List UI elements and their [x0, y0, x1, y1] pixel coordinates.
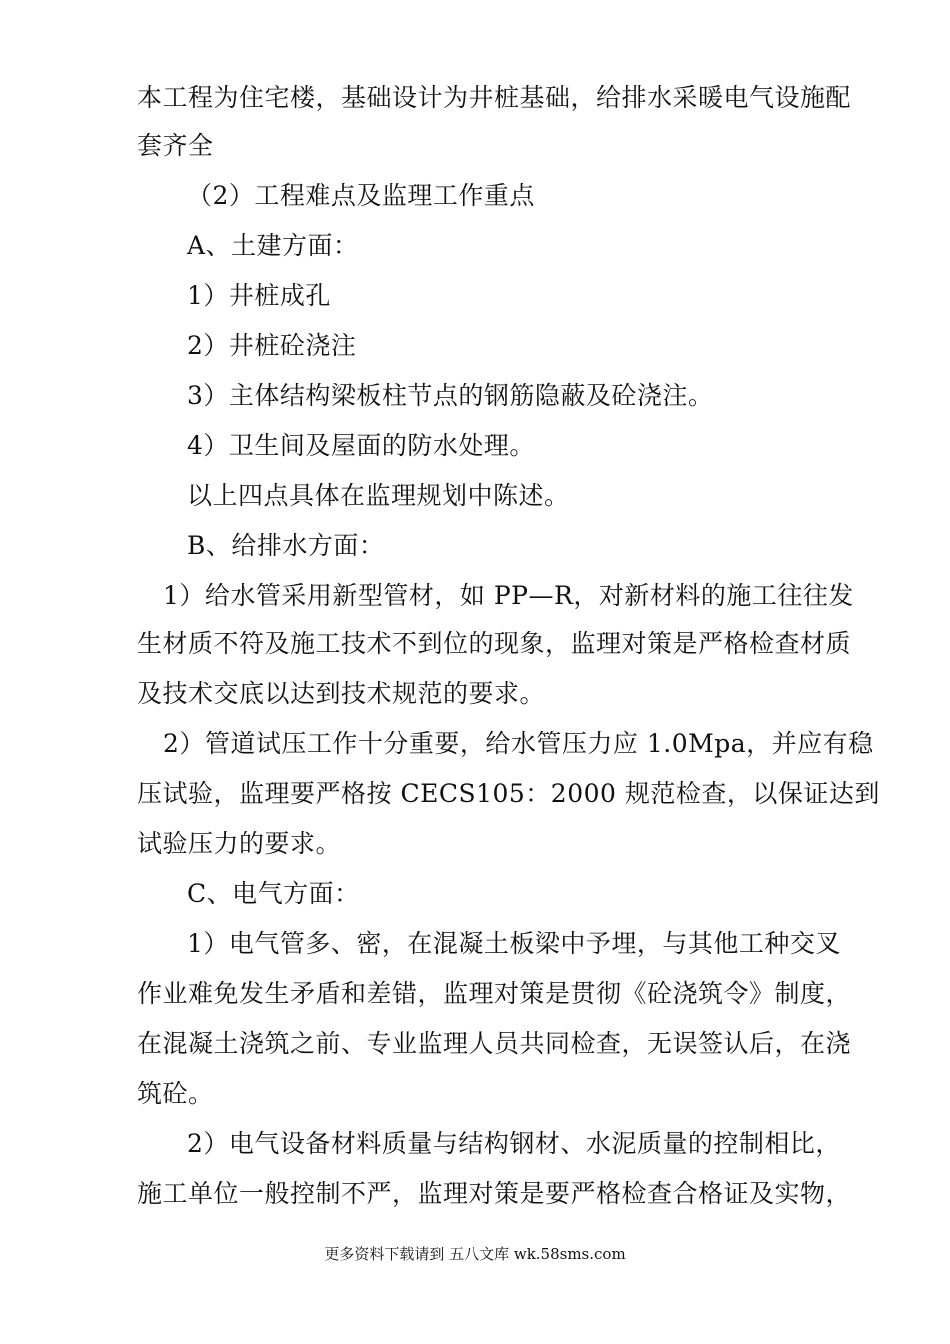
paragraph-line-2: 套齐全 — [137, 131, 214, 160]
subsection-heading-electrical: C、电气方面： — [187, 879, 360, 908]
electrical-item-1-line-4: 筑砼。 — [137, 1079, 214, 1108]
plumbing-item-2-line-3: 试验压力的要求。 — [137, 829, 342, 858]
list-item-civil-3: 3）主体结构梁板柱节点的钢筋隐蔽及砼浇注。 — [187, 381, 714, 410]
plumbing-item-2-line-2: 压试验，监理要严格按 CECS105：2000 规范检查，以保证达到 — [137, 779, 880, 808]
paragraph-line-1: 本工程为住宅楼，基础设计为井桩基础，给排水采暖电气设施配 — [137, 83, 852, 112]
plumbing-item-2-line-1: 2）管道试压工作十分重要，给水管压力应 1.0Mpa，并应有稳 — [163, 729, 874, 758]
plumbing-item-1-line-3: 及技术交底以达到技术规范的要求。 — [137, 679, 546, 708]
civil-summary: 以上四点具体在监理规划中陈述。 — [187, 481, 570, 510]
page-footer: 更多资料下载请到 五八文库 wk.58sms.com — [324, 1245, 626, 1263]
electrical-item-2-line-2: 施工单位一般控制不严，监理对策是要严格检查合格证及实物， — [137, 1179, 852, 1208]
list-item-civil-1: 1）井桩成孔 — [187, 281, 331, 310]
subsection-heading-civil: A、土建方面： — [187, 231, 359, 260]
plumbing-item-1-line-2: 生材质不符及施工技术不到位的现象，监理对策是严格检查材质 — [137, 629, 852, 658]
electrical-item-2-line-1: 2）电气设备材料质量与结构钢材、水泥质量的控制相比， — [187, 1129, 841, 1158]
electrical-item-1-line-3: 在混凝土浇筑之前、专业监理人员共同检查，无误签认后，在浇 — [137, 1029, 852, 1058]
list-item-civil-4: 4）卫生间及屋面的防水处理。 — [187, 431, 535, 460]
electrical-item-1-line-1: 1）电气管多、密，在混凝土板梁中予埋，与其他工种交叉 — [187, 929, 841, 958]
plumbing-item-1-line-1: 1）给水管采用新型管材，如 PP—R，对新材料的施工往往发 — [163, 581, 854, 610]
electrical-item-1-line-2: 作业难免发生矛盾和差错，监理对策是贯彻《砼浇筑令》制度， — [137, 979, 852, 1008]
subsection-heading-plumbing: B、给排水方面： — [187, 531, 385, 560]
section-heading-2: （2）工程难点及监理工作重点 — [187, 181, 535, 210]
list-item-civil-2: 2）井桩砼浇注 — [187, 331, 357, 360]
